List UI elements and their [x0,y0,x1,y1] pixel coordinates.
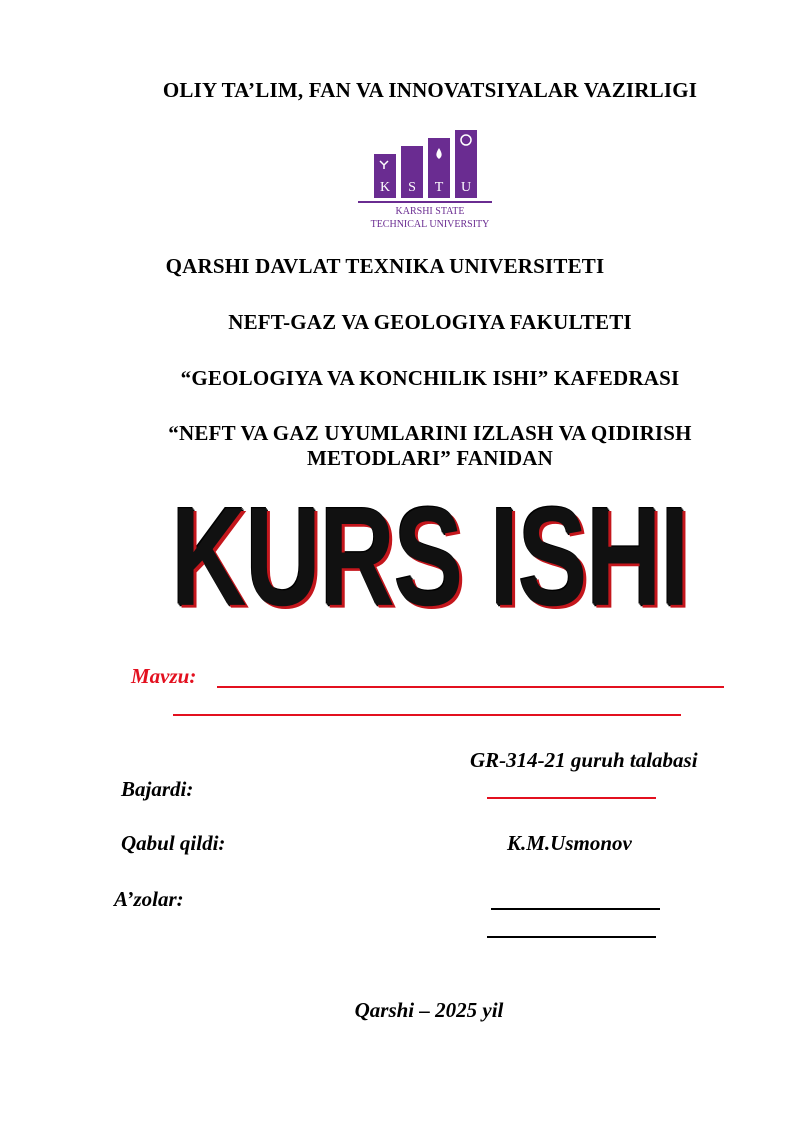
member-blank-line-2 [487,936,656,938]
subject-line-2: METODLARI” FANIDAN [306,446,554,470]
logo-text-line2: TECHNICAL UNIVERSITY [370,219,490,230]
accepted-by-label: Qabul qildi: [121,831,226,855]
topic-label: Mavzu: [131,664,197,688]
logo-letter-u: U [460,180,472,195]
student-group: GR-314-21 guruh talabasi [470,748,698,772]
document-title: KURS ISHI [171,479,689,636]
faculty-name: NEFT-GAZ VA GEOLOGIYA FAKULTETI [228,310,632,334]
department-name: “GEOLOGIYA VA KONCHILIK ISHI” KAFEDRASI [180,366,680,390]
place-and-year: Qarshi – 2025 yil [354,998,504,1022]
topic-blank-line-1 [217,686,724,688]
topic-blank-line-2 [173,714,681,716]
logo-letter-k: K [379,180,391,195]
members-label: A’zolar: [114,887,184,911]
subject-line-1: “NEFT VA GAZ UYUMLARINI IZLASH VA QIDIRISH [168,421,692,445]
subject-heading [30,421,800,471]
logo-underline [358,201,492,203]
logo-letter-s: S [408,180,416,195]
student-name-blank [487,797,656,799]
university-name: QARSHI DAVLAT TEXNIKA UNIVERSITETI [165,254,605,278]
logo-letter-t: T [434,180,444,195]
ministry-heading: OLIY TA’LIM, FAN VA INNOVATSIYALAR VAZIRLIGI [162,78,698,102]
university-logo [340,128,520,234]
member-blank-line-1 [491,908,660,910]
teacher-name: K.M.Usmonov [507,831,632,855]
logo-text-line1: KARSHI STATE [395,206,465,217]
done-by-label: Bajardi: [121,777,194,801]
